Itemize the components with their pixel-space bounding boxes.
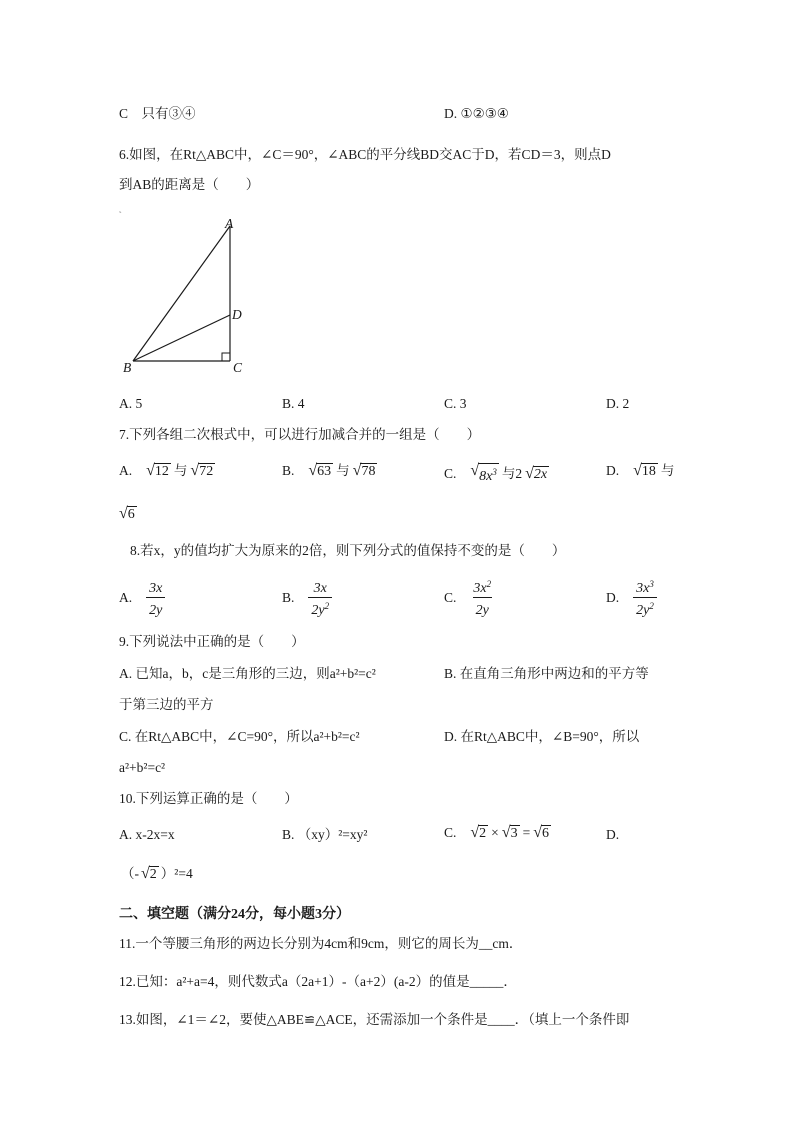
q7-option-b: [282, 462, 377, 480]
bisector-bd: [133, 315, 230, 361]
q9-option-a: A. 已知a，b，c是三角形的三边，则a²+b²=c²: [119, 666, 376, 681]
q6-option-c: C. 3: [444, 396, 467, 411]
q6-triangle-figure: [118, 204, 258, 384]
q7-b-connector: 与: [336, 463, 350, 478]
q8-option-b: [282, 576, 332, 619]
q6-label-b: B: [123, 360, 132, 375]
q7-option-a: [119, 462, 215, 480]
q5-option-d: D. ①②③④: [444, 106, 509, 121]
q7-a-radical-2: √ 72: [190, 462, 214, 479]
q7-c-radical-2: √ 2x: [525, 464, 548, 482]
q10-c-radical-1: √ 2: [470, 824, 487, 841]
q8-d-fraction: $\frac{3x^3}{2y^2}$: [633, 576, 657, 619]
q7-b-radical-2: √ 78: [352, 462, 376, 479]
q7-b-radical-1: √ 63: [308, 462, 332, 479]
q7-option-c: [444, 462, 549, 485]
q6-option-d: D. 2: [606, 396, 630, 411]
q6-label-d: D: [232, 307, 242, 322]
q9-option-b-line2: 于第三边的平方: [119, 697, 214, 712]
q7-d-connector: 与: [660, 463, 675, 478]
q7-a-prefix: A.: [119, 463, 133, 478]
q6-label-c: C: [233, 360, 243, 375]
q7-d-radical-1: √ 18: [633, 462, 656, 479]
q6-option-b: B. 4: [282, 396, 305, 411]
q8-b-prefix: B.: [282, 589, 295, 605]
right-angle-mark: [222, 353, 230, 361]
q5-option-c: C 只有③④: [119, 106, 196, 121]
q10-option-b: B. （xy）²=xy²: [282, 827, 368, 842]
q10-stem: 10.下列运算正确的是（ ）: [119, 791, 298, 806]
triangle-diagram: [118, 204, 258, 384]
q9-stem: 9.下列说法中正确的是（ ）: [119, 634, 305, 649]
q7-c-connector: 与2: [501, 465, 523, 481]
q7-a-radical-1: √ 12: [146, 462, 169, 479]
q7-b-prefix: B.: [282, 463, 295, 478]
section-title-fill-in: 二、填空题（满分24分，每小题3分）: [119, 907, 350, 922]
q10-c-prefix: C.: [444, 825, 457, 840]
q7-c-prefix: C.: [444, 465, 457, 481]
q7-d-radical-2: √ 6: [119, 505, 135, 522]
q10-d-close: ）²=4: [160, 866, 193, 881]
q7-c-radical-1: √ $8x^3$: [470, 462, 497, 484]
q8-d-prefix: D.: [606, 589, 620, 605]
q8-option-c: [444, 576, 494, 619]
q8-a-fraction: $\frac{3x}{2y}$: [146, 576, 165, 619]
q8-option-a: [119, 576, 165, 619]
q11-text: 11.一个等腰三角形的两边长分别为4cm和9cm，则它的周长为__cm．: [119, 936, 523, 951]
q10-c-equals: =: [522, 825, 531, 840]
q13-text: 13.如图，∠1＝∠2，要使△ABE≌△ACE，还需添加一个条件是____．（填上一个条件即: [119, 1012, 630, 1027]
side-ab: [133, 226, 230, 361]
q6-figure-corner-mark: ˛: [119, 203, 122, 213]
q10-d-open: （-: [121, 866, 139, 881]
q10-option-d-expression: [121, 865, 193, 883]
q7-d-prefix: D.: [606, 463, 620, 478]
q10-d-radical: √ 2: [141, 865, 157, 882]
q6-stem-line1: 6.如图，在Rt△ABC中，∠C＝90°，∠ABC的平分线BD交AC于D，若CD＝3，则点D: [119, 147, 611, 162]
q7-option-d: [606, 462, 674, 480]
q8-b-fraction: $\frac{3x}{2y^2}$: [308, 576, 332, 619]
q9-option-c: C. 在Rt△ABC中，∠C=90°，所以a²+b²=c²: [119, 729, 360, 744]
q7-option-d-continued: [119, 505, 137, 523]
q10-option-a: A. x-2x=x: [119, 827, 175, 842]
q6-stem-line2: 到AB的距离是（ ）: [119, 177, 260, 192]
q8-c-prefix: C.: [444, 589, 457, 605]
q7-a-connector: 与: [173, 463, 188, 478]
q9-option-d-line1: D. 在Rt△ABC中，∠B=90°，所以: [444, 729, 640, 744]
q9-option-b-line1: B. 在直角三角形中两边和的平方等: [444, 666, 649, 681]
q9-option-d-line2: a²+b²=c²: [119, 760, 166, 775]
q10-option-c: [444, 824, 551, 842]
q10-c-radical-3: √ 6: [533, 824, 549, 841]
q10-c-times: ×: [491, 825, 499, 840]
q12-text: 12.已知：a²+a=4，则代数式a（2a+1）-（a+2）(a-2）的值是_____．: [119, 974, 517, 989]
q8-option-d: [606, 576, 657, 619]
q10-c-radical-2: √ 3: [501, 824, 518, 841]
q8-a-prefix: A.: [119, 589, 133, 605]
q6-option-a: A. 5: [119, 396, 143, 411]
q6-label-a: A: [225, 216, 234, 231]
q8-stem: 8.若x，y的值均扩大为原来的2倍，则下列分式的值保持不变的是（ ）: [130, 543, 566, 558]
q8-c-fraction: $\frac{3x^2}{2y}$: [473, 579, 492, 618]
q7-stem: 7.下列各组二次根式中，可以进行加减合并的一组是（ ）: [119, 427, 481, 442]
q10-option-d-prefix: D.: [606, 827, 620, 842]
